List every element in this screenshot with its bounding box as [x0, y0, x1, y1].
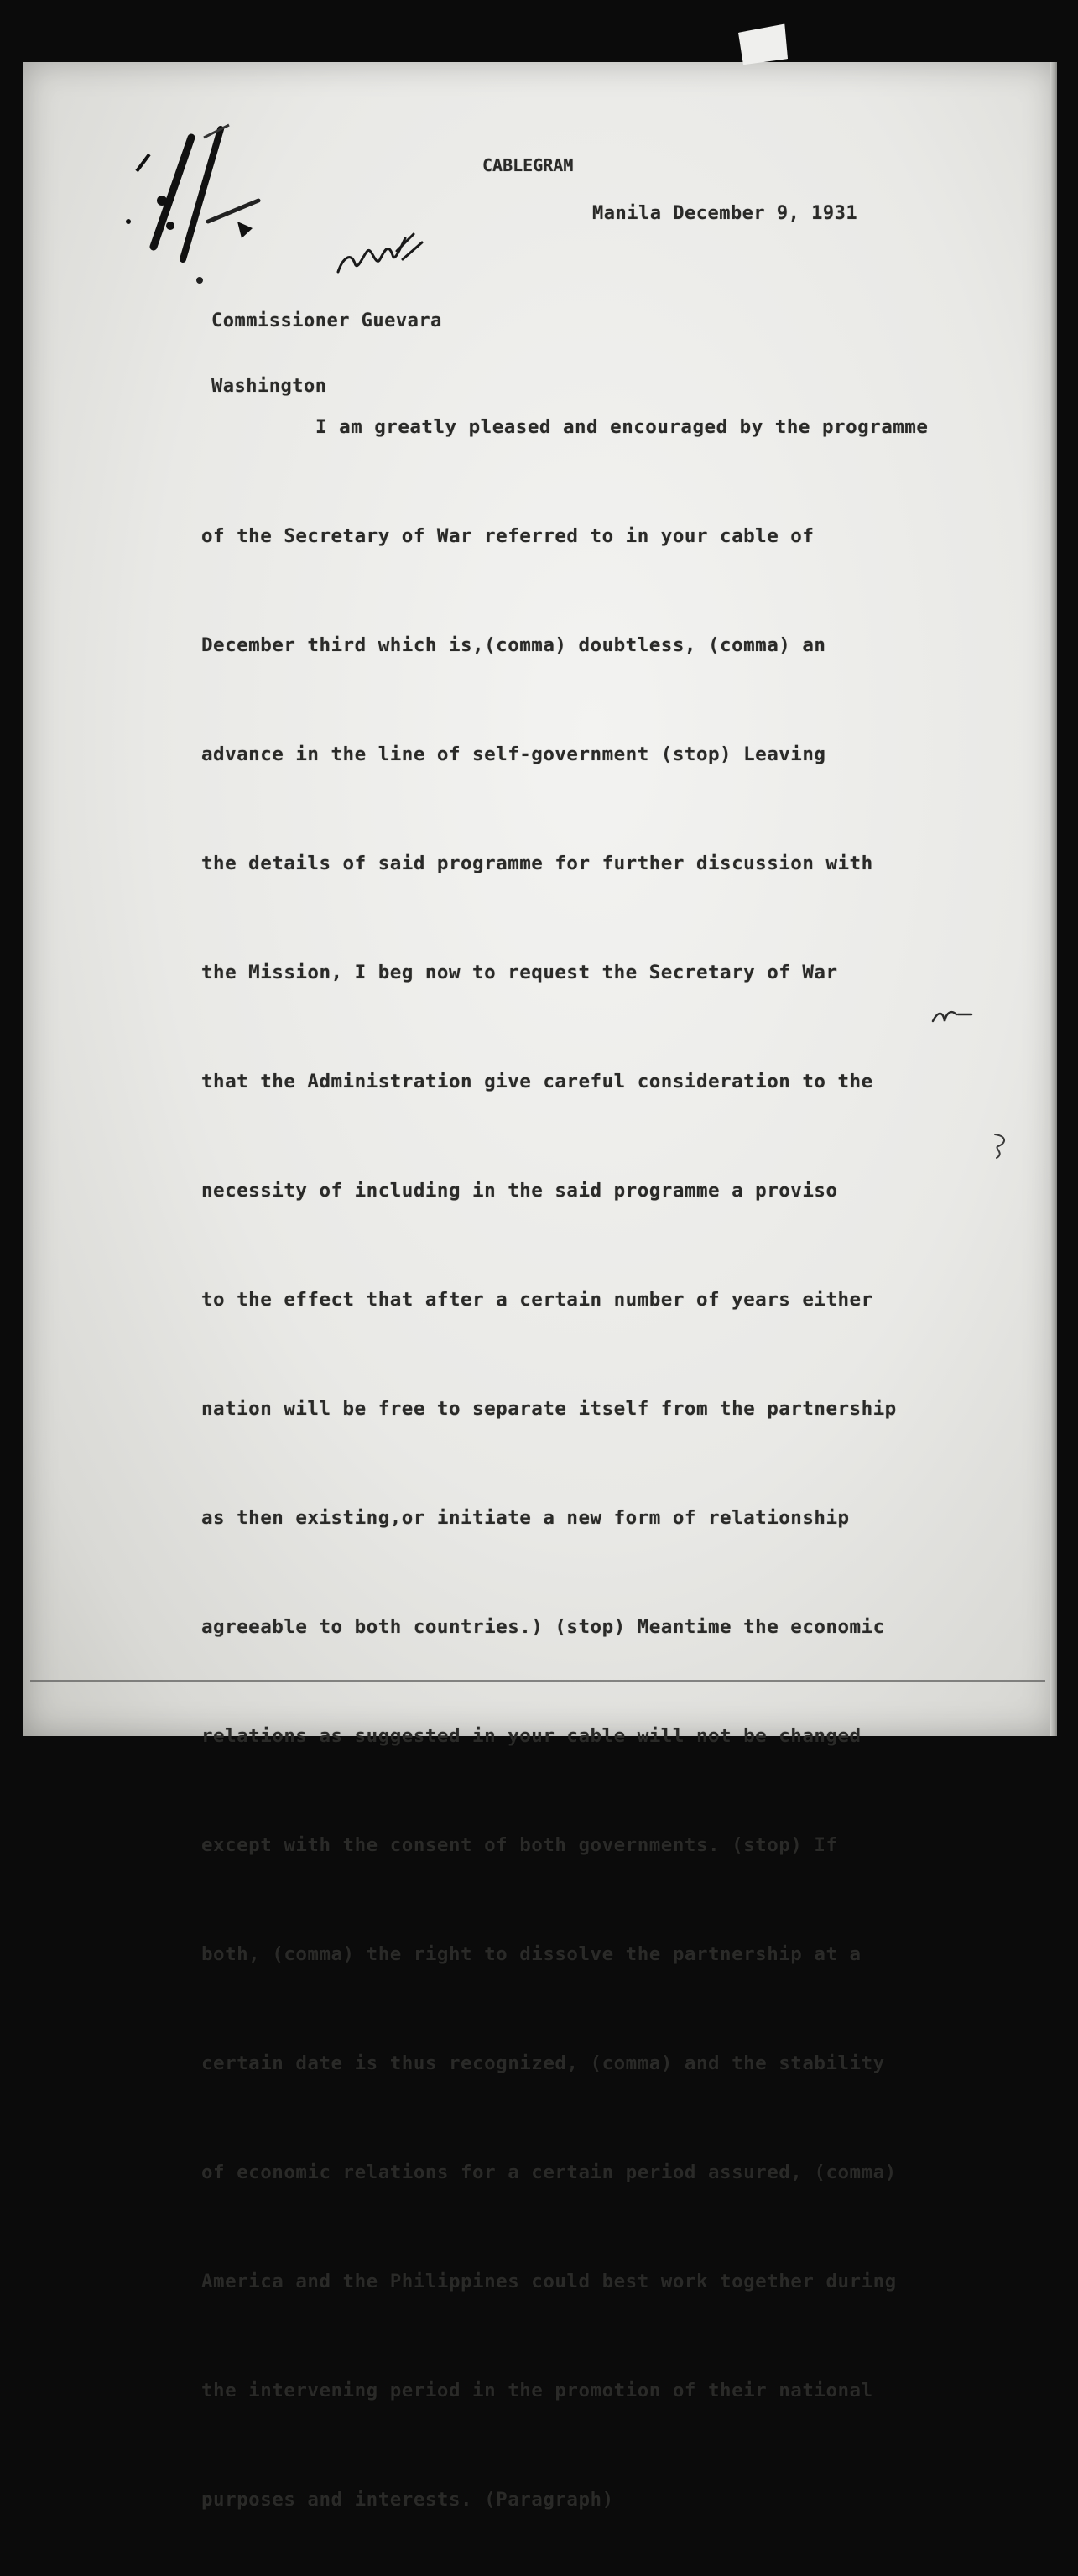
body-line: certain date is thus recognized, (comma) and the stability [201, 2052, 885, 2074]
body-line: relations as suggested in your cable will not be changed [201, 1725, 862, 1747]
body-line: December third which is,(comma) doubtless, (comma) an [201, 634, 826, 656]
body-line: the intervening period in the promotion of their national [201, 2380, 873, 2401]
body-line: that the Administration give careful consideration to the [201, 1071, 873, 1092]
body-line: nation will be free to separate itself from the partnership [201, 1398, 897, 1420]
date-line: Manila December 9, 1931 [592, 203, 858, 224]
ink-slash-mark [103, 121, 263, 289]
body-line: the details of said programme for further discussion with [201, 853, 873, 874]
body-line: purposes and interests. (Paragraph) [201, 2489, 614, 2511]
body-line: except with the consent of both governments. (stop) If [201, 1834, 838, 1856]
body-line: the Mission, I beg now to request the Secretary of War [201, 962, 838, 983]
body-line: agreeable to both countries.) (stop) Meantime the economic [201, 1616, 885, 1638]
body-line: as then existing,or initiate a new form of relationship [201, 1507, 850, 1529]
body-line: advance in the line of self-government (stop) Leaving [201, 743, 826, 765]
margin-pencil-mark [931, 1003, 973, 1028]
cable-body [201, 351, 928, 2576]
document-heading: CABLEGRAM [482, 155, 574, 175]
body-line: necessity of including in the said programme a proviso [201, 1180, 838, 1202]
body-line: America and the Philippines could best work together during [201, 2271, 897, 2292]
body-line: I am greatly pleased and encouraged by the programme [315, 416, 929, 438]
body-line: both, (comma) the right to dissolve the partnership at a [201, 1943, 862, 1965]
addressee-location: Washington [211, 376, 327, 397]
addressee-name: Commissioner Guevara [211, 310, 442, 331]
page-edge [1050, 62, 1057, 1736]
body-line: of the Secretary of War referred to in your cable of [201, 525, 815, 547]
body-line: to the effect that after a certain number of years either [201, 1289, 873, 1311]
margin-pencil-mark [990, 1131, 1010, 1161]
body-line: of economic relations for a certain period assured, (comma) [201, 2161, 897, 2183]
